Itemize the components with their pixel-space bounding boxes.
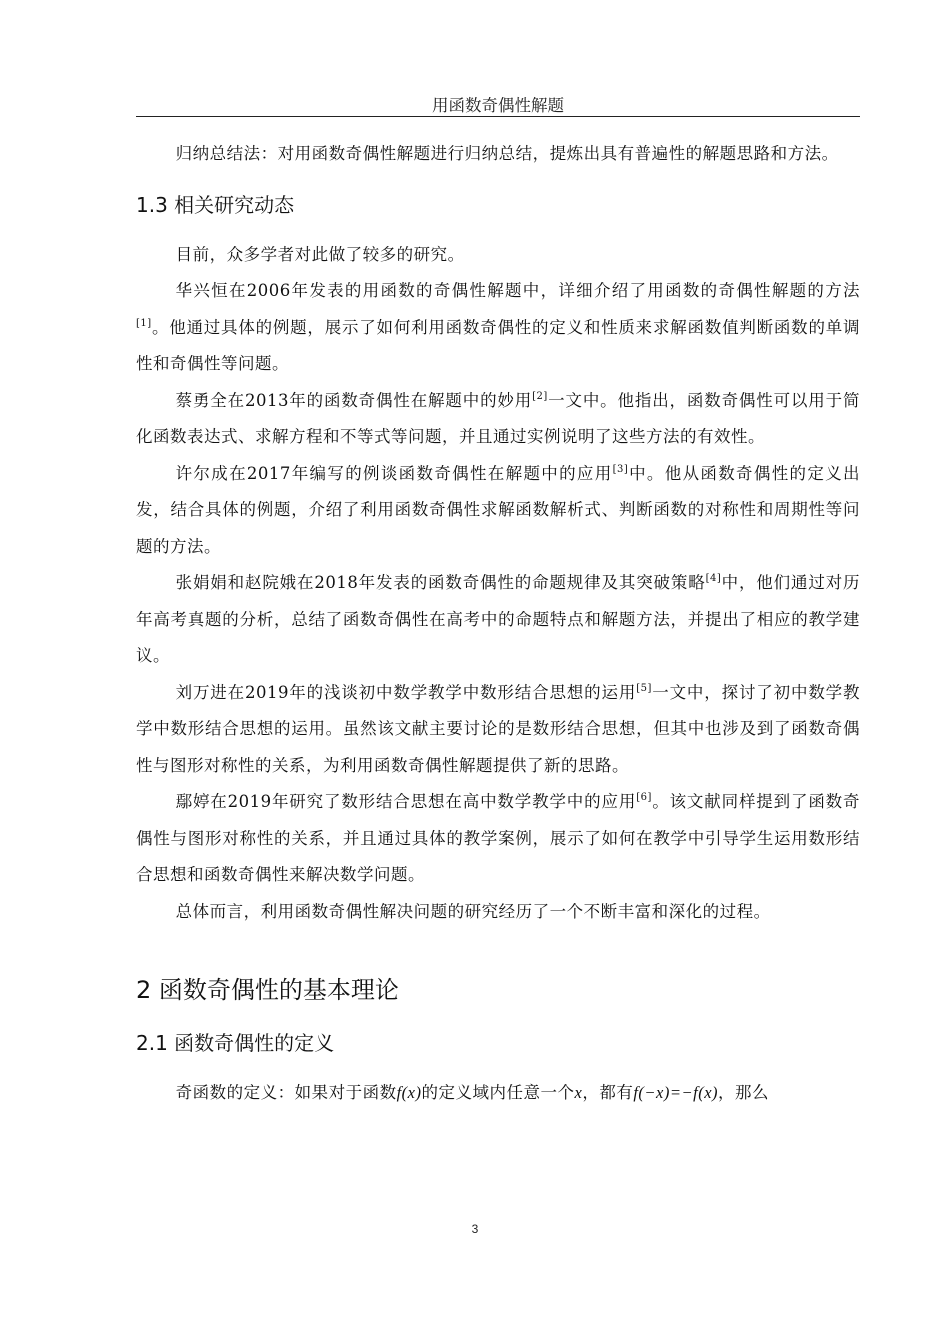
section-heading-2-1: 2.1 函数奇偶性的定义: [136, 1031, 335, 1055]
paragraph-text: 。该文献同样提到了函数奇偶性与图形对称性的关系，并且通过具体的教学案例，展示了如何在教学中引导学生运用数形结合思想和函数奇偶性来解决数学问题。: [136, 792, 861, 884]
paragraph-text: 的定义域内任意一个: [421, 1083, 575, 1102]
paragraph-text: 华兴恒在2006年发表的用函数的奇偶性解题中，详细介绍了用函数的奇偶性解题的方法: [175, 281, 860, 300]
paragraph-ref-4: [136, 565, 860, 675]
paragraph-text: 鄢婷在2019年研究了数形结合思想在高中数学教学中的应用: [175, 792, 637, 811]
paragraph-ref-5: [136, 675, 860, 785]
paragraph-ref-6: [136, 784, 860, 894]
paragraph-text: 许尔成在2017年编写的例谈函数奇偶性在解题中的应用: [175, 463, 613, 483]
citation-2[interactable]: [2]: [532, 390, 548, 402]
section-heading-1-3: 1.3 相关研究动态: [136, 192, 295, 217]
paragraph-odd-function-definition: [136, 1075, 860, 1112]
paragraph-summary: 总体而言，利用函数奇偶性解决问题的研究经历了一个不断丰富和深化的过程。: [175, 901, 771, 921]
chapter-heading-2: 2 函数奇偶性的基本理论: [136, 976, 399, 1004]
paragraph-text: 张娟娟和赵院娥在2018年发表的函数奇偶性的命题规律及其突破策略: [175, 573, 706, 592]
paragraph-text: 蔡勇全在2013年的函数奇偶性在解题中的妙用: [175, 390, 533, 410]
page-number: 3: [471, 1222, 479, 1236]
paragraph-ref-1: [136, 273, 860, 383]
paragraph-text: 刘万进在2019年的浅谈初中数学教学中数形结合思想的运用: [175, 682, 637, 702]
citation-5[interactable]: [5]: [636, 682, 652, 694]
header-divider: [136, 116, 860, 117]
paragraph-text: ，那么: [718, 1083, 770, 1102]
paragraph-text: 一文中，探讨了初中数学教学中数形结合思想的运用。虽然该文献主要讨论的是数形结合思想，但其中也涉及到了函数奇偶性与图形对称性的关系，为利用函数奇偶性解题提供了新的思路。: [136, 682, 861, 775]
paragraph-text: ，都有: [582, 1083, 634, 1102]
citation-6[interactable]: [6]: [636, 792, 652, 803]
paragraph-text: 。他通过具体的例题，展示了如何利用函数奇偶性的定义和性质来求解函数值判断函数的单调性和奇偶性等问题。: [136, 317, 860, 373]
citation-3[interactable]: [3]: [612, 463, 629, 475]
paragraph-ref-3: [136, 456, 860, 566]
paragraph-text: 奇函数的定义：如果对于函数: [175, 1083, 397, 1102]
running-header: 用函数奇偶性解题: [432, 96, 564, 115]
citation-4[interactable]: [4]: [705, 573, 722, 584]
paragraph-text: 中。他从函数奇偶性的定义出发，结合具体的例题，介绍了利用函数奇偶性求解函数解析式、判断函数的对称性和周期性等问题的方法。: [136, 463, 861, 556]
page-body: [136, 136, 860, 1112]
math-fx: f(x): [396, 1083, 422, 1102]
math-odd-equation: f(−x)=−f(x): [633, 1083, 719, 1102]
paragraph-intro: 目前，众多学者对此做了较多的研究。: [175, 244, 465, 264]
paragraph-method-summary: 归纳总结法：对用函数奇偶性解题进行归纳总结，提炼出具有普遍性的解题思路和方法。: [175, 144, 839, 163]
paragraph-text: 中，他们通过对历年高考真题的分析，总结了函数奇偶性在高考中的命题特点和解题方法，并提出了相应的教学建议。: [136, 573, 861, 665]
citation-1[interactable]: [1]: [136, 317, 152, 329]
paragraph-text: 一文中。他指出，函数奇偶性可以用于简化函数表达式、求解方程和不等式等问题，并且通过实例说明了这些方法的有效性。: [136, 390, 860, 446]
math-x: x: [574, 1083, 583, 1102]
paragraph-ref-2: [136, 383, 860, 456]
